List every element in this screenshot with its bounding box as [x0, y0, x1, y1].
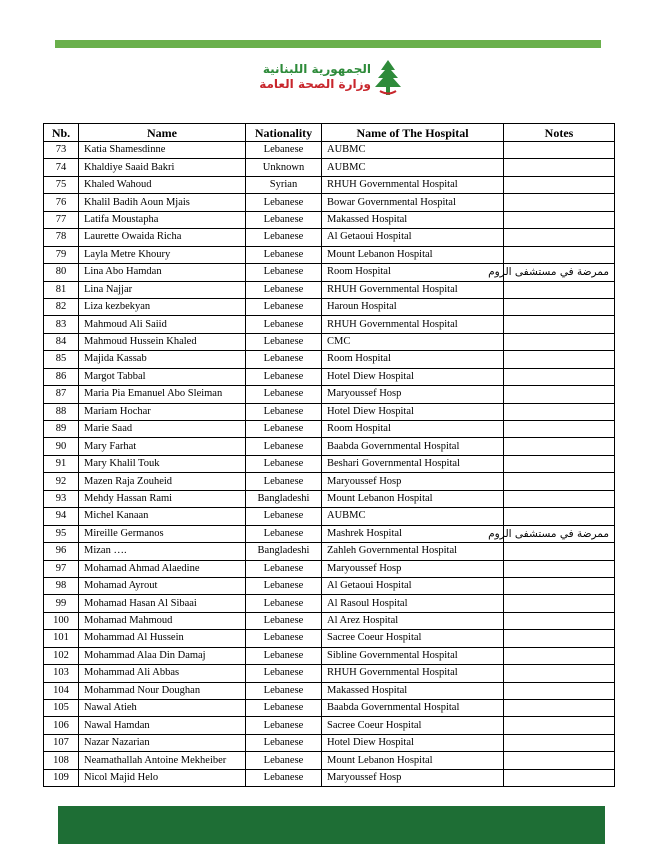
cell-hospital: Sibline Governmental Hospital [322, 647, 504, 664]
cell-nationality: Lebanese [246, 351, 322, 368]
cell-name: Mazen Raja Zouheid [79, 473, 246, 490]
cell-notes [504, 281, 615, 298]
cell-nb: 84 [44, 333, 79, 350]
cell-name: Mohammad Ali Abbas [79, 665, 246, 682]
cell-name: Mahmoud Ali Saiid [79, 316, 246, 333]
cell-hospital: Al Getaoui Hospital [322, 577, 504, 594]
cell-notes [504, 159, 615, 176]
cell-nb: 90 [44, 438, 79, 455]
cell-hospital: Mount Lebanon Hospital [322, 752, 504, 769]
cell-nationality: Lebanese [246, 455, 322, 472]
cell-notes [504, 577, 615, 594]
cell-notes [504, 717, 615, 734]
cell-nationality: Lebanese [246, 403, 322, 420]
cell-name: Mohamad Hasan Al Sibaai [79, 595, 246, 612]
cell-nb: 98 [44, 577, 79, 594]
cell-nationality: Lebanese [246, 194, 322, 211]
cell-name: Mary Khalil Touk [79, 455, 246, 472]
cell-name: Lina Najjar [79, 281, 246, 298]
cell-notes [504, 438, 615, 455]
cell-name: Mireille Germanos [79, 525, 246, 542]
cell-hospital: CMC [322, 333, 504, 350]
cell-notes [504, 630, 615, 647]
cell-notes [504, 229, 615, 246]
cell-name: Mohammad Al Hussein [79, 630, 246, 647]
header-hospital: Name of The Hospital [322, 124, 504, 142]
cell-notes [504, 298, 615, 315]
cell-notes [504, 194, 615, 211]
cell-notes [504, 752, 615, 769]
cell-hospital: AUBMC [322, 142, 504, 159]
cell-hospital: Baabda Governmental Hospital [322, 700, 504, 717]
cell-hospital: Room Hospital [322, 421, 504, 438]
cell-nationality: Lebanese [246, 560, 322, 577]
table-row [44, 264, 615, 281]
cell-nb: 83 [44, 316, 79, 333]
cell-notes [504, 595, 615, 612]
table-header-row [44, 124, 615, 142]
table-row [44, 403, 615, 420]
table-row [44, 333, 615, 350]
cell-nb: 95 [44, 525, 79, 542]
cell-hospital: Maryoussef Hosp [322, 769, 504, 786]
cell-name: Nawal Hamdan [79, 717, 246, 734]
cell-nationality: Lebanese [246, 316, 322, 333]
cell-notes: ممرضة في مستشفى الروم [504, 525, 615, 542]
table-row [44, 525, 615, 542]
cell-notes [504, 647, 615, 664]
table-row [44, 246, 615, 263]
cell-nb: 73 [44, 142, 79, 159]
cell-name: Liza kezbekyan [79, 298, 246, 315]
cell-hospital: Hotel Diew Hospital [322, 734, 504, 751]
header-notes: Notes [504, 124, 615, 142]
cell-name: Khaled Wahoud [79, 176, 246, 193]
cell-nationality: Lebanese [246, 211, 322, 228]
cell-nb: 86 [44, 368, 79, 385]
cell-nationality: Lebanese [246, 752, 322, 769]
cell-nationality: Lebanese [246, 595, 322, 612]
cell-nationality: Lebanese [246, 473, 322, 490]
cell-nationality: Bangladeshi [246, 490, 322, 507]
cell-nb: 108 [44, 752, 79, 769]
cell-nationality: Lebanese [246, 577, 322, 594]
cell-notes [504, 142, 615, 159]
cell-notes [504, 246, 615, 263]
bottom-accent-bar [58, 806, 605, 844]
cell-nationality: Lebanese [246, 386, 322, 403]
cell-nb: 96 [44, 543, 79, 560]
header-nb: Nb. [44, 124, 79, 142]
cell-nationality: Lebanese [246, 333, 322, 350]
table-row [44, 351, 615, 368]
cell-notes [504, 490, 615, 507]
cell-nb: 78 [44, 229, 79, 246]
table-row [44, 734, 615, 751]
cell-notes [504, 734, 615, 751]
cell-name: Margot Tabbal [79, 368, 246, 385]
cell-name: Khalil Badih Aoun Mjais [79, 194, 246, 211]
cell-name: Laurette Owaida Richa [79, 229, 246, 246]
cell-notes [504, 508, 615, 525]
table-row [44, 577, 615, 594]
table-row [44, 159, 615, 176]
cell-nb: 92 [44, 473, 79, 490]
cell-nb: 103 [44, 665, 79, 682]
header-name: Name [79, 124, 246, 142]
cell-name: Maria Pia Emanuel Abo Sleiman [79, 386, 246, 403]
cell-nationality: Lebanese [246, 717, 322, 734]
cell-nb: 79 [44, 246, 79, 263]
cell-nb: 102 [44, 647, 79, 664]
cell-notes [504, 386, 615, 403]
cell-nationality: Lebanese [246, 264, 322, 281]
cell-name: Latifa Moustapha [79, 211, 246, 228]
cell-nationality: Bangladeshi [246, 543, 322, 560]
cell-nb: 99 [44, 595, 79, 612]
cell-hospital: Haroun Hospital [322, 298, 504, 315]
cell-hospital: AUBMC [322, 508, 504, 525]
cell-nb: 75 [44, 176, 79, 193]
cell-hospital: Baabda Governmental Hospital [322, 438, 504, 455]
table-row [44, 386, 615, 403]
cell-notes [504, 351, 615, 368]
cell-notes [504, 455, 615, 472]
cell-hospital: Makassed Hospital [322, 211, 504, 228]
cell-notes [504, 368, 615, 385]
cell-nationality: Lebanese [246, 525, 322, 542]
ministry-logo [253, 58, 405, 98]
cell-nationality: Lebanese [246, 612, 322, 629]
cell-nationality: Lebanese [246, 421, 322, 438]
cell-nb: 76 [44, 194, 79, 211]
cell-nationality: Lebanese [246, 508, 322, 525]
cell-nationality: Lebanese [246, 665, 322, 682]
cell-nb: 97 [44, 560, 79, 577]
cell-nationality: Lebanese [246, 142, 322, 159]
cell-nb: 109 [44, 769, 79, 786]
cell-notes [504, 403, 615, 420]
cell-hospital: Room Hospital [322, 351, 504, 368]
cell-nb: 89 [44, 421, 79, 438]
table-row [44, 647, 615, 664]
table-row [44, 316, 615, 333]
cell-nb: 80 [44, 264, 79, 281]
table-row [44, 438, 615, 455]
cell-nb: 74 [44, 159, 79, 176]
table-row [44, 194, 615, 211]
cell-nationality: Lebanese [246, 682, 322, 699]
cell-hospital: Makassed Hospital [322, 682, 504, 699]
cell-hospital: Room Hospital [322, 264, 504, 281]
cell-name: Mohamad Ayrout [79, 577, 246, 594]
cell-nb: 105 [44, 700, 79, 717]
table-row [44, 752, 615, 769]
cell-name: Nawal Atieh [79, 700, 246, 717]
cell-nationality: Lebanese [246, 647, 322, 664]
cell-nationality: Lebanese [246, 246, 322, 263]
cell-notes [504, 543, 615, 560]
cell-nationality: Unknown [246, 159, 322, 176]
cell-nb: 91 [44, 455, 79, 472]
cell-nb: 104 [44, 682, 79, 699]
table-row [44, 682, 615, 699]
cell-hospital: Maryoussef Hosp [322, 473, 504, 490]
cell-notes [504, 333, 615, 350]
cell-nationality: Lebanese [246, 298, 322, 315]
cell-name: Layla Metre Khoury [79, 246, 246, 263]
cell-nb: 100 [44, 612, 79, 629]
table-row [44, 368, 615, 385]
cell-name: Mary Farhat [79, 438, 246, 455]
cell-nb: 77 [44, 211, 79, 228]
cell-hospital: AUBMC [322, 159, 504, 176]
cell-name: Mohammad Nour Doughan [79, 682, 246, 699]
cell-name: Michel Kanaan [79, 508, 246, 525]
cell-nationality: Lebanese [246, 281, 322, 298]
table-row [44, 717, 615, 734]
cell-name: Majida Kassab [79, 351, 246, 368]
cell-hospital: Mount Lebanon Hospital [322, 246, 504, 263]
table-row [44, 455, 615, 472]
table-row [44, 490, 615, 507]
cell-nb: 88 [44, 403, 79, 420]
cell-name: Katia Shamesdinne [79, 142, 246, 159]
personnel-table [43, 123, 615, 787]
cell-notes: ممرضة في مستشفى الروم [504, 264, 615, 281]
cell-nationality: Lebanese [246, 734, 322, 751]
cell-hospital: Maryoussef Hosp [322, 386, 504, 403]
cell-hospital: Mount Lebanon Hospital [322, 490, 504, 507]
cell-name: Mahmoud Hussein Khaled [79, 333, 246, 350]
table-row [44, 142, 615, 159]
table-row [44, 595, 615, 612]
cell-name: Marie Saad [79, 421, 246, 438]
cell-notes [504, 665, 615, 682]
table-row [44, 700, 615, 717]
table-row [44, 473, 615, 490]
cell-hospital: Sacree Coeur Hospital [322, 717, 504, 734]
cell-name: Mohamad Ahmad Alaedine [79, 560, 246, 577]
cell-nationality: Lebanese [246, 630, 322, 647]
cell-hospital: RHUH Governmental Hospital [322, 281, 504, 298]
cell-name: Nazar Nazarian [79, 734, 246, 751]
cell-notes [504, 612, 615, 629]
table-row [44, 543, 615, 560]
cell-notes [504, 700, 615, 717]
cell-hospital: Al Getaoui Hospital [322, 229, 504, 246]
table-row [44, 769, 615, 786]
table-row [44, 665, 615, 682]
cell-hospital: Bowar Governmental Hospital [322, 194, 504, 211]
cell-nationality: Lebanese [246, 438, 322, 455]
cell-name: Khaldiye Saaid Bakri [79, 159, 246, 176]
cell-name: Nicol Majid Helo [79, 769, 246, 786]
cell-hospital: Hotel Diew Hospital [322, 368, 504, 385]
cell-hospital: Beshari Governmental Hospital [322, 455, 504, 472]
table-row [44, 298, 615, 315]
cell-hospital: Zahleh Governmental Hospital [322, 543, 504, 560]
cell-nb: 82 [44, 298, 79, 315]
cell-nationality: Lebanese [246, 700, 322, 717]
cell-name: Mariam Hochar [79, 403, 246, 420]
cell-notes [504, 211, 615, 228]
cell-notes [504, 421, 615, 438]
table-row [44, 281, 615, 298]
table-row [44, 211, 615, 228]
cell-notes [504, 769, 615, 786]
cell-nationality: Syrian [246, 176, 322, 193]
cell-hospital: Al Arez Hospital [322, 612, 504, 629]
table-row [44, 560, 615, 577]
cell-nationality: Lebanese [246, 229, 322, 246]
cell-name: Lina Abo Hamdan [79, 264, 246, 281]
cell-hospital: RHUH Governmental Hospital [322, 665, 504, 682]
cell-nb: 101 [44, 630, 79, 647]
table-row [44, 421, 615, 438]
table-row [44, 229, 615, 246]
top-accent-bar [55, 40, 601, 48]
cell-name: Neamathallah Antoine Mekheiber [79, 752, 246, 769]
cell-nb: 93 [44, 490, 79, 507]
logo-line-republic: الجمهورية اللبنانية [262, 62, 371, 76]
cell-hospital: RHUH Governmental Hospital [322, 316, 504, 333]
cell-hospital: Sacree Coeur Hospital [322, 630, 504, 647]
cell-notes [504, 682, 615, 699]
header-nationality: Nationality [246, 124, 322, 142]
table-row [44, 508, 615, 525]
table-row [44, 612, 615, 629]
cell-name: Mehdy Hassan Rami [79, 490, 246, 507]
table-row [44, 176, 615, 193]
cell-nationality: Lebanese [246, 368, 322, 385]
cell-name: Mohamad Mahmoud [79, 612, 246, 629]
cell-nb: 94 [44, 508, 79, 525]
cell-hospital: Al Rasoul Hospital [322, 595, 504, 612]
cell-hospital: Mashrek Hospital [322, 525, 504, 542]
cell-notes [504, 176, 615, 193]
cell-name: Mizan …. [79, 543, 246, 560]
cell-hospital: Maryoussef Hosp [322, 560, 504, 577]
table-row [44, 630, 615, 647]
cell-hospital: RHUH Governmental Hospital [322, 176, 504, 193]
cell-nationality: Lebanese [246, 769, 322, 786]
cell-notes [504, 473, 615, 490]
logo-text [259, 62, 371, 92]
cell-nb: 87 [44, 386, 79, 403]
cell-nb: 106 [44, 717, 79, 734]
cell-nb: 81 [44, 281, 79, 298]
cedar-tree-icon [371, 58, 405, 98]
cell-notes [504, 560, 615, 577]
cell-nb: 107 [44, 734, 79, 751]
cell-hospital: Hotel Diew Hospital [322, 403, 504, 420]
cell-nb: 85 [44, 351, 79, 368]
logo-line-ministry: وزارة الصحة العامة [259, 77, 371, 91]
cell-name: Mohammad Alaa Din Damaj [79, 647, 246, 664]
cell-notes [504, 316, 615, 333]
